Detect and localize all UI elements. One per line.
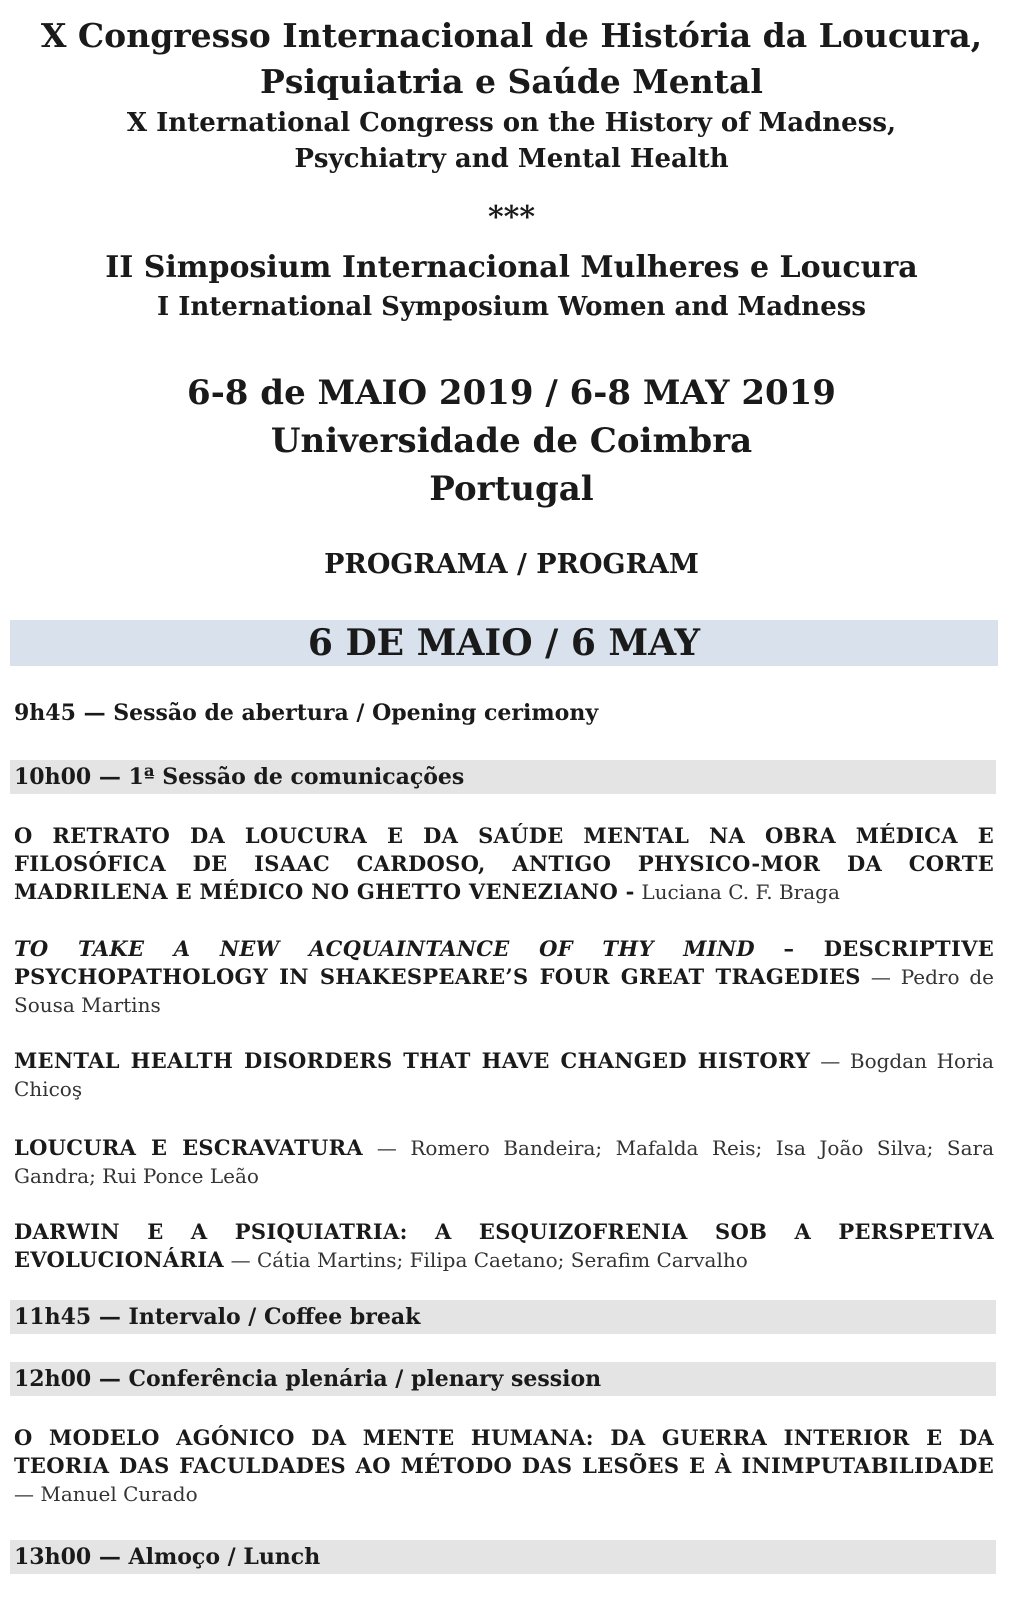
- congress-title-en-line2: Psychiatry and Mental Health: [294, 144, 729, 174]
- program-heading: PROGRAMA / PROGRAM: [324, 549, 699, 580]
- paper-entry: [14, 1047, 994, 1103]
- congress-dates: 6-8 de MAIO 2019 / 6-8 MAY 2019: [187, 373, 836, 413]
- plenary-authors: — Manuel Curado: [14, 1482, 198, 1506]
- paper-title: LOUCURA E ESCRAVATURA: [14, 1135, 363, 1160]
- congress-title-pt-line1: X Congresso Internacional de História da Loucura,: [40, 16, 983, 55]
- congress-country: Portugal: [429, 469, 594, 509]
- paper-title: O RETRATO DA LOUCURA E DA SAÚDE MENTAL NA OBRA MÉDICA E FILOSÓFICA DE ISAAC CARDOSO, ANTIGO PHYSICO-MOR DA CORTE MADRILENA E MÉDICO NO GHETTO VENEZIANO -: [14, 823, 994, 904]
- day-header: 6 DE MAIO / 6 MAY: [10, 620, 998, 666]
- symposium-title-pt: II Simposium Internacional Mulheres e Loucura: [105, 250, 918, 285]
- plenary-entry: [14, 1424, 994, 1508]
- paper-authors: Luciana C. F. Braga: [641, 880, 840, 904]
- paper-entry: [14, 935, 994, 1019]
- schedule-lunch: 13h00 — Almoço / Lunch: [10, 1540, 996, 1574]
- symposium-title-en: I International Symposium Women and Madness: [156, 292, 867, 322]
- paper-title: DARWIN E A PSIQUIATRIA: A ESQUIZOFRENIA SOB A PERSPETIVA EVOLUCIONÁRIA: [14, 1219, 994, 1272]
- paper-authors: — Romero Bandeira; Mafalda Reis; Isa João Silva; Sara Gandra; Rui Ponce Leão: [14, 1136, 994, 1188]
- congress-title-pt-line2: Psiquiatria e Saúde Mental: [260, 62, 763, 101]
- paper-title: MENTAL HEALTH DISORDERS THAT HAVE CHANGED HISTORY: [14, 1048, 811, 1073]
- paper-entry: [14, 1134, 994, 1190]
- paper-entry: [14, 1218, 994, 1274]
- congress-title-en-line1: X International Congress on the History of Madness,: [126, 108, 897, 138]
- section-separator: ***: [487, 200, 536, 235]
- schedule-plenary: 12h00 — Conferência plenária / plenary session: [10, 1362, 996, 1396]
- schedule-session-1: 10h00 — 1ª Sessão de comunicações: [10, 760, 996, 794]
- paper-title-italic: TO TAKE A NEW ACQUAINTANCE OF THY MIND: [14, 936, 755, 961]
- paper-entry: [14, 822, 994, 906]
- paper-title: – DESCRIPTIVE PSYCHOPATHOLOGY IN SHAKESPEARE’S FOUR GREAT TRAGEDIES: [14, 936, 994, 989]
- paper-authors: — Bogdan Horia Chicoş: [14, 1049, 994, 1101]
- schedule-opening: 9h45 — Sessão de abertura / Opening cerimony: [14, 700, 599, 726]
- paper-authors: — Cátia Martins; Filipa Caetano; Serafim Carvalho: [230, 1248, 748, 1272]
- plenary-title: O MODELO AGÓNICO DA MENTE HUMANA: DA GUERRA INTERIOR E DA TEORIA DAS FACULDADES AO MÉTODO DAS LESÕES E À INIMPUTABILIDADE: [14, 1425, 994, 1478]
- schedule-coffee-break: 11h45 — Intervalo / Coffee break: [10, 1300, 996, 1334]
- paper-authors: — Pedro de Sousa Martins: [14, 965, 994, 1017]
- congress-venue: Universidade de Coimbra: [270, 421, 753, 461]
